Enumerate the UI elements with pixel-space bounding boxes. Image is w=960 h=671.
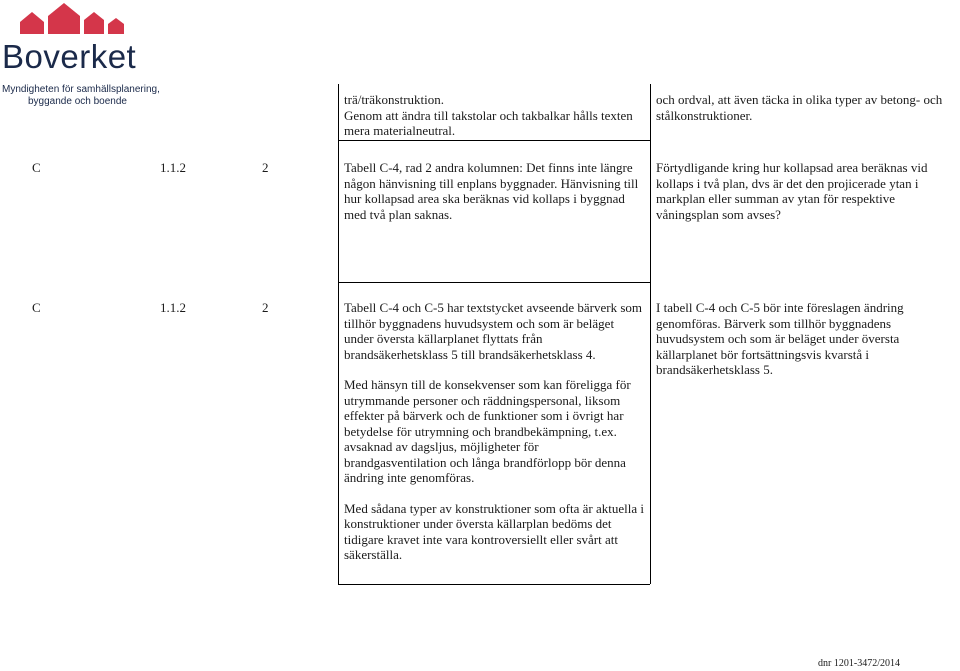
text-cell: Tabell C-4, rad 2 andra kolumnen: Det finns inte längre någon hänvisning till enplans byggnader. Hänvisning till hur kollapsad area ska beräknas vid kollaps i byggnad med två plan saknas.	[344, 160, 639, 222]
page-cell: 2	[262, 160, 269, 175]
table-rule-row1	[338, 140, 650, 141]
boverket-logo	[0, 0, 160, 110]
table-divider-left	[338, 84, 339, 584]
chapter-cell: C	[32, 160, 41, 175]
table-rule-bottom	[338, 584, 650, 585]
text-paragraph: Med sådana typer av konstruktioner som ofta är aktuella i konstruktioner under översta källarplan bedöms det tidigare kravet inte vara kontroversiellt eller svårt att säkerställa.	[344, 500, 644, 562]
section-cell: 1.1.2	[160, 300, 186, 315]
comment-cell: Förtydligande kring hur kollapsad area beräknas vid kollaps i två plan, dvs är det den projicerade ytan i markplan eller summan av ytan för respektive våningsplan som avses?	[656, 160, 928, 222]
comment-cell: och ordval, att även täcka in olika typer av betong- och stålkonstruktioner.	[656, 92, 943, 123]
logo-subtitle-line2: byggande och boende	[28, 96, 127, 107]
text-paragraph: Med hänsyn till de konsekvenser som kan föreligga för utrymmande personer och räddningspersonal, liksom effekter på bärverk och de funktioner som i övrigt har betydelse för utrymning och brandbekämpning, t.ex. avsaknad av dagsljus, möjligheter för brandgasventilation och långa brandförlopp bör denna ändring inte genomföras.	[344, 377, 631, 485]
chapter-cell: C	[32, 300, 41, 315]
table-row: trä/träkonstruktion. Genom att ändra till takstolar och takbalkar hålls texten mera materialneutral.	[344, 92, 633, 138]
boverket-house-icon	[18, 0, 138, 40]
text-cell	[344, 300, 644, 578]
section-cell: 1.1.2	[160, 160, 186, 175]
document-number: dnr 1201-3472/2014	[818, 658, 900, 669]
page-cell: 2	[262, 300, 269, 315]
comment-cell: I tabell C-4 och C-5 bör inte föreslagen ändring genomföras. Bärverk som tillhör byggnadens huvudsystem och som är beläget under översta källarplanet bör fortsättningsvis kvarstå i brandsäkerhetsklass 5.	[656, 300, 904, 377]
logo-subtitle-line1: Myndigheten för samhällsplanering,	[2, 84, 160, 95]
text-paragraph: Tabell C-4 och C-5 har textstycket avseende bärverk som tillhör byggnadens huvudsystem och som är beläget under översta källarplanet flyttats från brandsäkerhetsklass 5 till brandsäkerhetsklass 4.	[344, 300, 642, 362]
table-rule-row2	[338, 282, 650, 283]
table-divider-middle	[650, 84, 651, 584]
logo-name: Boverket	[2, 38, 137, 75]
logo-subtitle	[2, 84, 160, 108]
